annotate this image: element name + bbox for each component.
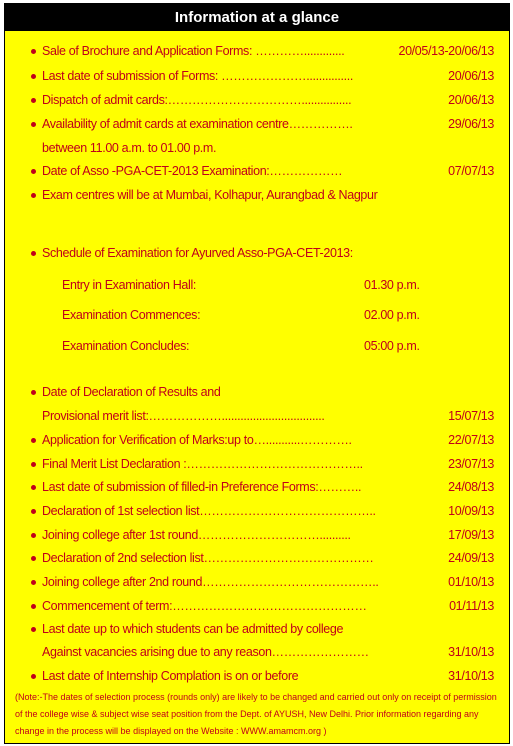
bullet-icon: [31, 556, 36, 561]
item-text: Sale of Brochure and Application Forms: ………….............: [42, 44, 345, 58]
item-date: 01/10/13: [448, 575, 494, 589]
bullet-icon: [31, 193, 36, 198]
item-date: 17/09/13: [448, 528, 494, 542]
item-date: 20/05/13-20/06/13: [398, 44, 494, 58]
footnote: (Note:-The dates of selection process (rounds only) are likely to be changed and carried out only on receipt of permission of the college wise & subject wise seat position from the Dept. of AYUSH, New Delhi. Prior information regarding any change in the process will be displayed on the Website : WWW.amamcm.org ): [15, 692, 497, 736]
item-date: 20/06/13: [448, 69, 494, 83]
schedule-label: Examination Concludes:: [62, 339, 190, 353]
item-text: Last date of submission of Forms: …………………...............: [42, 69, 354, 83]
item-date: 24/09/13: [448, 551, 494, 565]
bullet-icon: [31, 509, 36, 514]
item-text: Exam centres will be at Mumbai, Kolhapur, Aurangbad & Nagpur: [42, 188, 378, 202]
item-text: Joining college after 1st round…………………………..........: [42, 528, 351, 542]
item-text: Dispatch of admit cards:……………………………................: [42, 93, 352, 107]
bullet-icon: [31, 604, 36, 609]
item-text: Against vacancies arising due to any reason……………………: [42, 645, 369, 659]
bullet-icon: [31, 580, 36, 585]
item-date: 20/06/13: [448, 93, 494, 107]
item-text: Application for Verification of Marks:up to…...........………….: [42, 433, 352, 447]
page-title: Information at a glance: [5, 4, 509, 31]
bullet-icon: [31, 390, 36, 395]
item-text: Last date up to which students can be admitted by college: [42, 622, 344, 636]
bullet-icon: [31, 74, 36, 79]
item-text: Provisional merit list:……………….................................: [42, 409, 325, 423]
bullet-icon: [31, 533, 36, 538]
item-text: Declaration of 2nd selection list……………………………………: [42, 551, 374, 565]
item-date: 07/07/13: [448, 164, 494, 178]
item-date: 01/11/13: [449, 599, 494, 613]
item-text: Joining college after 2nd round……………………………………..: [42, 575, 379, 589]
schedule-time: 01.30 p.m.: [364, 278, 420, 292]
item-text: Schedule of Examination for Ayurved Asso-PGA-CET-2013:: [42, 246, 353, 260]
bullet-icon: [31, 98, 36, 103]
item-text: Availability of admit cards at examination centre…………….: [42, 117, 353, 131]
item-date: 31/10/13: [448, 669, 494, 683]
item-text: Last date of Internship Complation is on or before: [42, 669, 299, 683]
schedule-time: 02.00 p.m.: [364, 308, 420, 322]
schedule-label: Entry in Examination Hall:: [62, 278, 197, 292]
bullet-icon: [31, 49, 36, 54]
item-date: 29/06/13: [448, 117, 494, 131]
bullet-icon: [31, 169, 36, 174]
bullet-icon: [31, 485, 36, 490]
bullet-icon: [31, 122, 36, 127]
item-date: 31/10/13: [448, 645, 494, 659]
item-text: Final Merit List Declaration :……………………………………..: [42, 457, 363, 471]
bullet-icon: [31, 674, 36, 679]
schedule-label: Examination Commences:: [62, 308, 201, 322]
item-text: Commencement of term:…………………………………………: [42, 599, 367, 613]
item-date: 10/09/13: [448, 504, 494, 518]
info-panel: [4, 3, 510, 744]
item-date: 22/07/13: [448, 433, 494, 447]
bullet-icon: [31, 438, 36, 443]
item-text: between 11.00 a.m. to 01.00 p.m.: [42, 141, 217, 155]
bullet-icon: [31, 462, 36, 467]
item-text: Date of Declaration of Results and: [42, 385, 221, 399]
item-text: Declaration of 1st selection list……………………………………..: [42, 504, 376, 518]
item-date: 15/07/13: [448, 409, 494, 423]
item-text: Date of Asso -PGA-CET-2013 Examination:………………: [42, 164, 343, 178]
item-date: 23/07/13: [448, 457, 494, 471]
schedule-time: 05:00 p.m.: [364, 339, 420, 353]
bullet-icon: [31, 627, 36, 632]
item-date: 24/08/13: [448, 480, 494, 494]
item-text: Last date of submission of filled-in Preference Forms:………..: [42, 480, 362, 494]
bullet-icon: [31, 251, 36, 256]
